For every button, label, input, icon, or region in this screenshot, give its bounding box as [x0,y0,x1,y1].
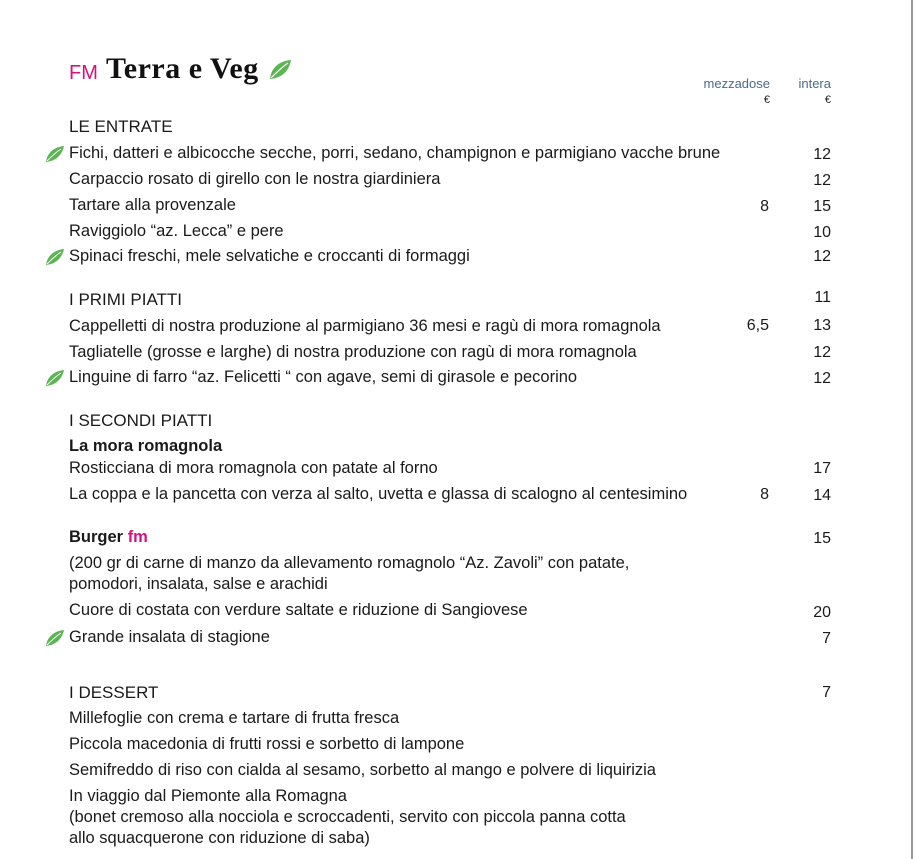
brand-prefix: FM [69,62,98,84]
column-header-half: mezzadose [703,76,770,91]
menu-item: In viaggio dal Piemonte alla Romagna [69,787,347,805]
leaf-icon [268,59,292,81]
price-full: 12 [813,344,831,361]
price-half: 6,5 [746,317,769,334]
currency-half: € [763,94,770,106]
menu-item: Millefoglie con crema e tartare di frutta fresca [69,709,400,727]
price-half: 8 [760,486,769,503]
menu-item: Rosticciana di mora romagnola con patate al forno [69,459,438,477]
menu-item: Raviggiolo “az. Lecca” e pere [69,222,284,240]
price-full: 12 [813,370,831,387]
price-full: 14 [813,487,831,504]
menu-item: Linguine di farro “az. Felicetti “ con agave, semi di girasole e pecorino [69,368,578,386]
menu-item-description: (bonet cremoso alla nocciola e scroccadenti, servito con piccola panna cotta [69,808,626,826]
currency-full: € [824,94,831,106]
price-full: 15 [813,530,831,547]
section-heading-entrate: LE ENTRATE [69,117,173,136]
price-full: 15 [813,198,831,215]
section-heading-secondi: I SECONDI PIATTI [69,411,213,430]
menu-item: Tagliatelle (grosse e larghe) di nostra produzione con ragù di mora romagnola [69,343,637,361]
price-full: 12 [813,248,831,265]
price-full: 20 [813,604,831,621]
price-full: 7 [822,630,831,647]
burger-label: Burger [69,528,124,546]
menu-item: Tartare alla provenzale [69,196,236,214]
menu-item: Piccola macedonia di frutti rossi e sorbetto di lampone [69,735,465,753]
veg-leaf-icon [45,248,65,266]
section-price: 11 [814,289,831,306]
section-price: 7 [822,684,831,701]
burger-brand: fm [127,528,148,546]
menu-item: Fichi, datteri e albicocche secche, porri, sedano, champignon e parmigiano vacche brune [69,144,721,162]
veg-leaf-icon [45,369,65,387]
price-half: 8 [760,198,769,215]
menu-item: Spinaci freschi, mele selvatiche e croccanti di formaggi [69,247,470,265]
subheading: La mora romagnola [69,437,223,455]
section-heading-dessert: I DESSERT [69,683,159,702]
burger-description: (200 gr di carne di manzo da allevamento romagnolo “Az. Zavoli” con patate, pomodori, insalata, salse e arachidi [69,554,630,593]
price-full: 12 [813,172,831,189]
veg-leaf-icon [45,145,65,163]
column-header-full: intera [798,76,831,91]
section-heading-primi: I PRIMI PIATTI [69,290,183,309]
price-full: 13 [813,317,831,334]
menu-item-description: allo squacquerone con riduzione di saba) [69,829,370,847]
page-edge-line [911,0,913,859]
menu-item: La coppa e la pancetta con verza al salto, uvetta e glassa di scalogno al centesimino [69,485,688,503]
menu-title: Terra e Veg [106,52,259,85]
burger-heading [69,527,148,548]
price-full: 17 [813,460,831,477]
menu-item: Grande insalata di stagione [69,628,270,646]
menu-item: Carpaccio rosato di girello con le nostra giardiniera [69,170,441,188]
menu-item: Semifreddo di riso con cialda al sesamo, sorbetto al mango e polvere di liquirizia [69,761,656,779]
veg-leaf-icon [45,629,65,647]
price-full: 12 [813,146,831,163]
menu-item: Cappelletti di nostra produzione al parmigiano 36 mesi e ragù di mora romagnola [69,317,661,335]
menu-item: Cuore di costata con verdure saltate e riduzione di Sangiovese [69,601,528,619]
price-full: 10 [813,224,831,241]
